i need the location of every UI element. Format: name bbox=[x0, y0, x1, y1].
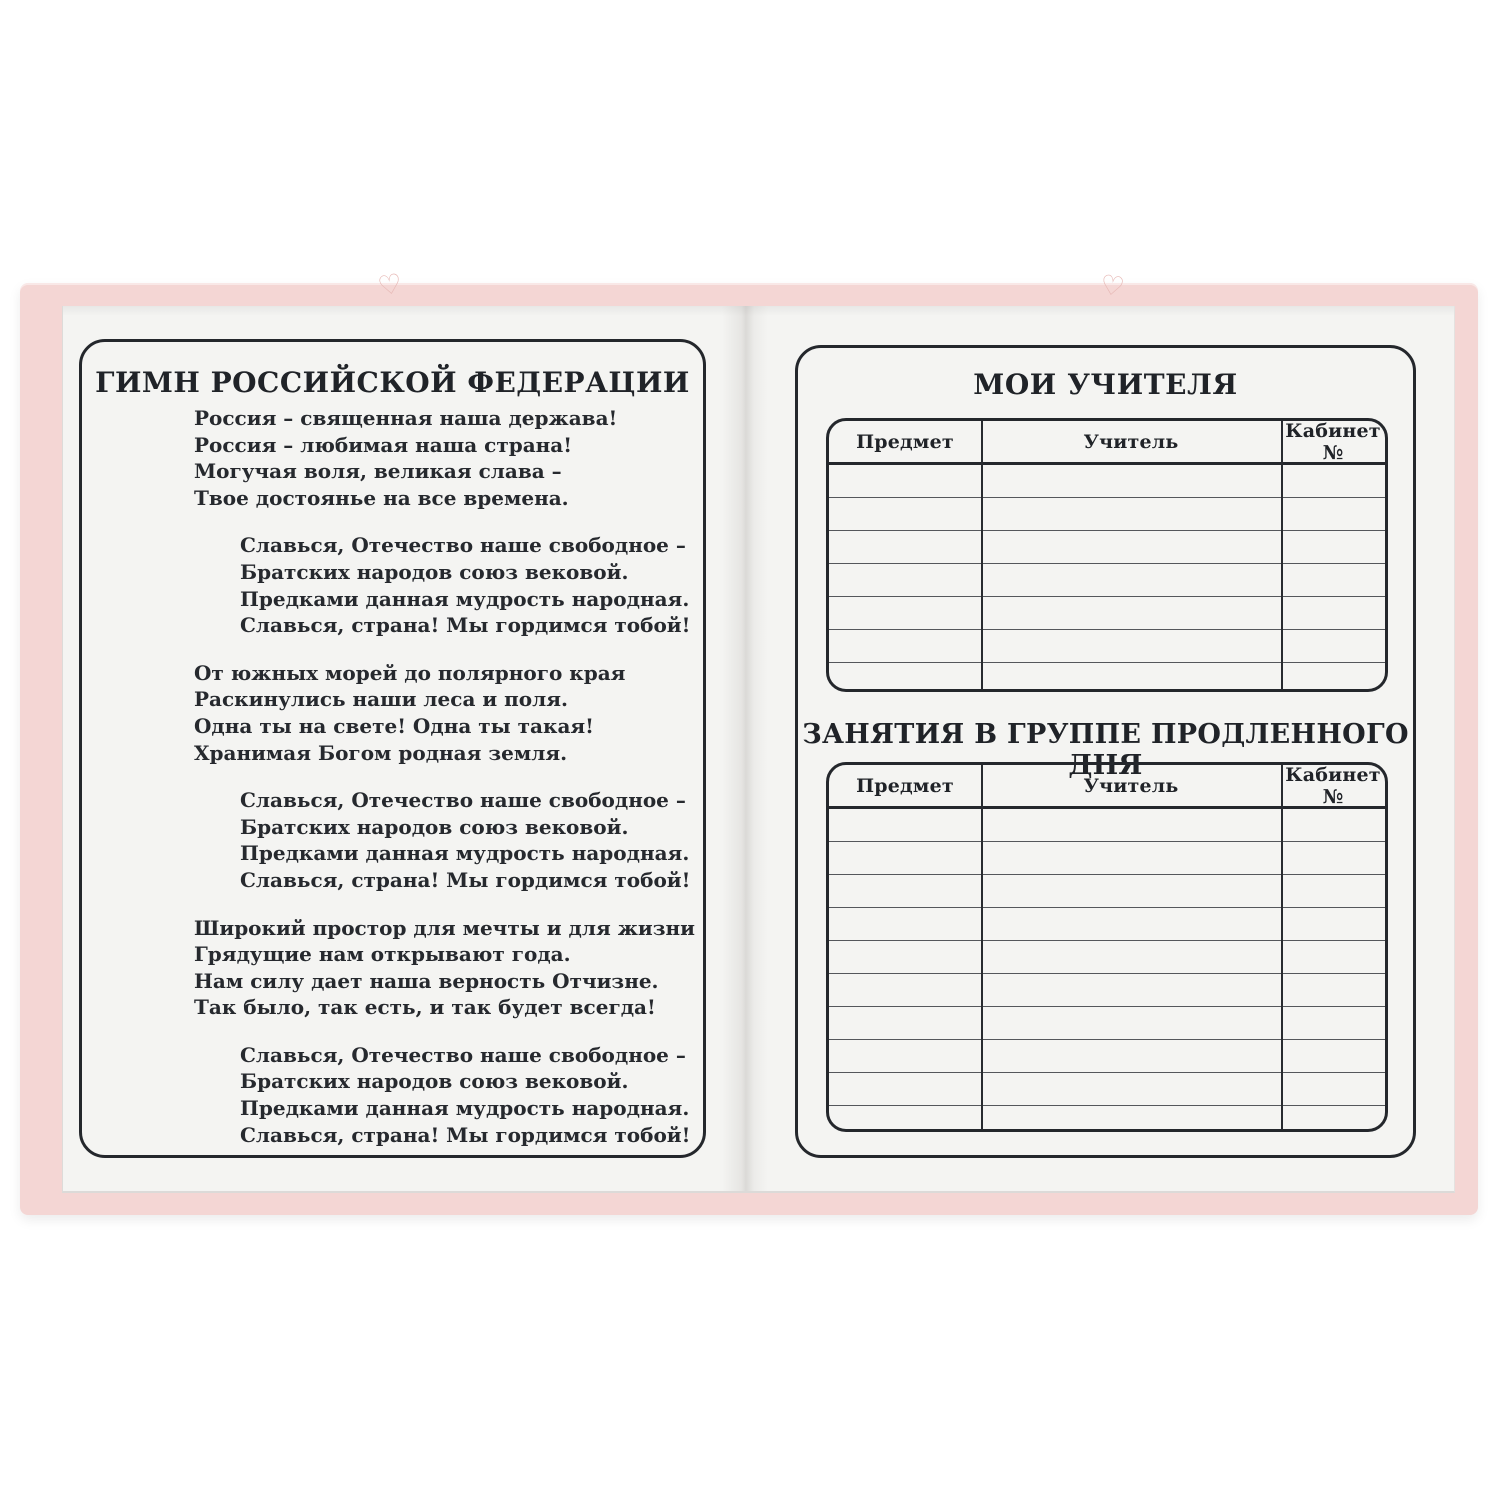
anthem-line: Братских народов союз вековой. bbox=[240, 814, 629, 839]
header-subject: Предмет bbox=[856, 430, 954, 453]
table-row bbox=[829, 597, 1385, 630]
table-row bbox=[829, 875, 1385, 908]
room-cell bbox=[1281, 1040, 1385, 1072]
subject-cell bbox=[829, 498, 981, 530]
book-spine bbox=[722, 306, 768, 1191]
teachers-table bbox=[826, 418, 1388, 692]
room-cell bbox=[1281, 1073, 1385, 1105]
anthem-stanza bbox=[194, 1042, 691, 1148]
room-cell bbox=[1281, 597, 1385, 629]
teacher-cell bbox=[981, 531, 1281, 563]
room-cell bbox=[1281, 941, 1385, 973]
teacher-cell bbox=[981, 564, 1281, 596]
table-row bbox=[829, 498, 1385, 531]
column-divider bbox=[1281, 421, 1283, 689]
room-cell bbox=[1281, 663, 1385, 692]
subject-cell bbox=[829, 1073, 981, 1105]
room-cell bbox=[1281, 1007, 1385, 1039]
table-row bbox=[829, 663, 1385, 692]
column-divider bbox=[981, 421, 983, 689]
room-cell bbox=[1281, 630, 1385, 662]
table-body bbox=[829, 809, 1385, 1132]
anthem-line: Раскинулись наши леса и поля. bbox=[194, 687, 568, 712]
subject-cell bbox=[829, 564, 981, 596]
header-teacher: Учитель bbox=[1083, 774, 1179, 797]
column-divider bbox=[981, 765, 983, 1129]
table-row bbox=[829, 1073, 1385, 1106]
teacher-cell bbox=[981, 630, 1281, 662]
anthem-lyrics bbox=[194, 405, 695, 1169]
subject-cell bbox=[829, 630, 981, 662]
subject-cell bbox=[829, 663, 981, 692]
subject-cell bbox=[829, 531, 981, 563]
anthem-line: От южных морей до полярного края bbox=[194, 660, 626, 685]
header-subject: Предмет bbox=[856, 774, 954, 797]
subject-cell bbox=[829, 908, 981, 940]
afterschool-title: ЗАНЯТИЯ В ГРУППЕ ПРОДЛЕННОГО ДНЯ bbox=[802, 719, 1409, 781]
heart-icon: ♡ bbox=[375, 268, 405, 303]
anthem-title: ГИМН РОССИЙСКОЙ ФЕДЕРАЦИИ bbox=[95, 366, 690, 399]
table-row bbox=[829, 465, 1385, 498]
subject-cell bbox=[829, 1007, 981, 1039]
anthem-line: Славься, Отечество наше свободное – bbox=[240, 1042, 686, 1067]
anthem-line: Славься, страна! Мы гордимся тобой! bbox=[240, 613, 691, 638]
table-row bbox=[829, 630, 1385, 663]
anthem-stanza bbox=[194, 405, 684, 511]
table-row bbox=[829, 809, 1385, 842]
subject-cell bbox=[829, 941, 981, 973]
teacher-cell bbox=[981, 1007, 1281, 1039]
header-room: Кабинет № bbox=[1285, 419, 1381, 464]
table-row bbox=[829, 908, 1385, 941]
subject-cell bbox=[829, 809, 981, 841]
subject-cell bbox=[829, 465, 981, 497]
anthem-line: Могучая воля, великая слава – bbox=[194, 459, 562, 484]
teacher-cell bbox=[981, 1073, 1281, 1105]
teacher-cell bbox=[981, 875, 1281, 907]
anthem-line: Братских народов союз вековой. bbox=[240, 1069, 629, 1094]
table-header-row bbox=[829, 421, 1385, 465]
teacher-cell bbox=[981, 597, 1281, 629]
anthem-line: Грядущие нам открывают года. bbox=[194, 942, 571, 967]
anthem-stanza bbox=[194, 660, 684, 766]
subject-cell bbox=[829, 1106, 981, 1132]
anthem-line: Славься, страна! Мы гордимся тобой! bbox=[240, 1122, 691, 1147]
teacher-cell bbox=[981, 908, 1281, 940]
anthem-line: Так было, так есть, и так будет всегда! bbox=[194, 995, 656, 1020]
anthem-line: Твое достоянье на все времена. bbox=[194, 485, 569, 510]
anthem-line: Россия – священная наша держава! bbox=[194, 406, 618, 430]
teacher-cell bbox=[981, 1106, 1281, 1132]
table-row bbox=[829, 1007, 1385, 1040]
room-cell bbox=[1281, 908, 1385, 940]
subject-cell bbox=[829, 842, 981, 874]
teachers-title: МОИ УЧИТЕЛЯ bbox=[973, 368, 1238, 401]
table-row bbox=[829, 1106, 1385, 1132]
anthem-line: Предками данная мудрость народная. bbox=[240, 841, 690, 866]
teacher-cell bbox=[981, 842, 1281, 874]
teacher-cell bbox=[981, 663, 1281, 692]
anthem-line: Славься, Отечество наше свободное – bbox=[240, 788, 686, 813]
table-row bbox=[829, 974, 1385, 1007]
anthem-line: Славься, Отечество наше свободное – bbox=[240, 533, 686, 558]
subject-cell bbox=[829, 974, 981, 1006]
room-cell bbox=[1281, 1106, 1385, 1132]
table-row bbox=[829, 941, 1385, 974]
anthem-line: Нам силу дает наша верность Отчизне. bbox=[194, 968, 659, 993]
anthem-line: Славься, страна! Мы гордимся тобой! bbox=[240, 867, 691, 892]
anthem-line: Хранимая Богом родная земля. bbox=[194, 740, 568, 765]
room-cell bbox=[1281, 498, 1385, 530]
subject-cell bbox=[829, 1040, 981, 1072]
room-cell bbox=[1281, 974, 1385, 1006]
anthem-stanza bbox=[194, 532, 691, 638]
afterschool-table bbox=[826, 762, 1388, 1132]
anthem-line: Широкий простор для мечты и для жизни bbox=[194, 915, 695, 940]
header-teacher: Учитель bbox=[1083, 430, 1179, 453]
teacher-cell bbox=[981, 941, 1281, 973]
room-cell bbox=[1281, 875, 1385, 907]
anthem-line: Россия – любимая наша страна! bbox=[194, 432, 573, 457]
teacher-cell bbox=[981, 809, 1281, 841]
header-room: Кабинет № bbox=[1285, 763, 1381, 808]
anthem-stanza bbox=[194, 787, 691, 893]
anthem-stanza bbox=[194, 915, 695, 1021]
room-cell bbox=[1281, 531, 1385, 563]
column-divider bbox=[1281, 765, 1283, 1129]
heart-icon: ♡ bbox=[1097, 269, 1127, 304]
teacher-cell bbox=[981, 974, 1281, 1006]
room-cell bbox=[1281, 809, 1385, 841]
anthem-line: Предками данная мудрость народная. bbox=[240, 1096, 690, 1121]
table-body bbox=[829, 465, 1385, 692]
anthem-line: Братских народов союз вековой. bbox=[240, 559, 629, 584]
teacher-cell bbox=[981, 498, 1281, 530]
subject-cell bbox=[829, 597, 981, 629]
room-cell bbox=[1281, 564, 1385, 596]
teacher-cell bbox=[981, 465, 1281, 497]
table-row bbox=[829, 531, 1385, 564]
table-header-row bbox=[829, 765, 1385, 809]
room-cell bbox=[1281, 465, 1385, 497]
table-row bbox=[829, 842, 1385, 875]
table-row bbox=[829, 1040, 1385, 1073]
subject-cell bbox=[829, 875, 981, 907]
table-row bbox=[829, 564, 1385, 597]
room-cell bbox=[1281, 842, 1385, 874]
anthem-line: Предками данная мудрость народная. bbox=[240, 586, 690, 611]
anthem-line: Одна ты на свете! Одна ты такая! bbox=[194, 713, 594, 738]
teacher-cell bbox=[981, 1040, 1281, 1072]
